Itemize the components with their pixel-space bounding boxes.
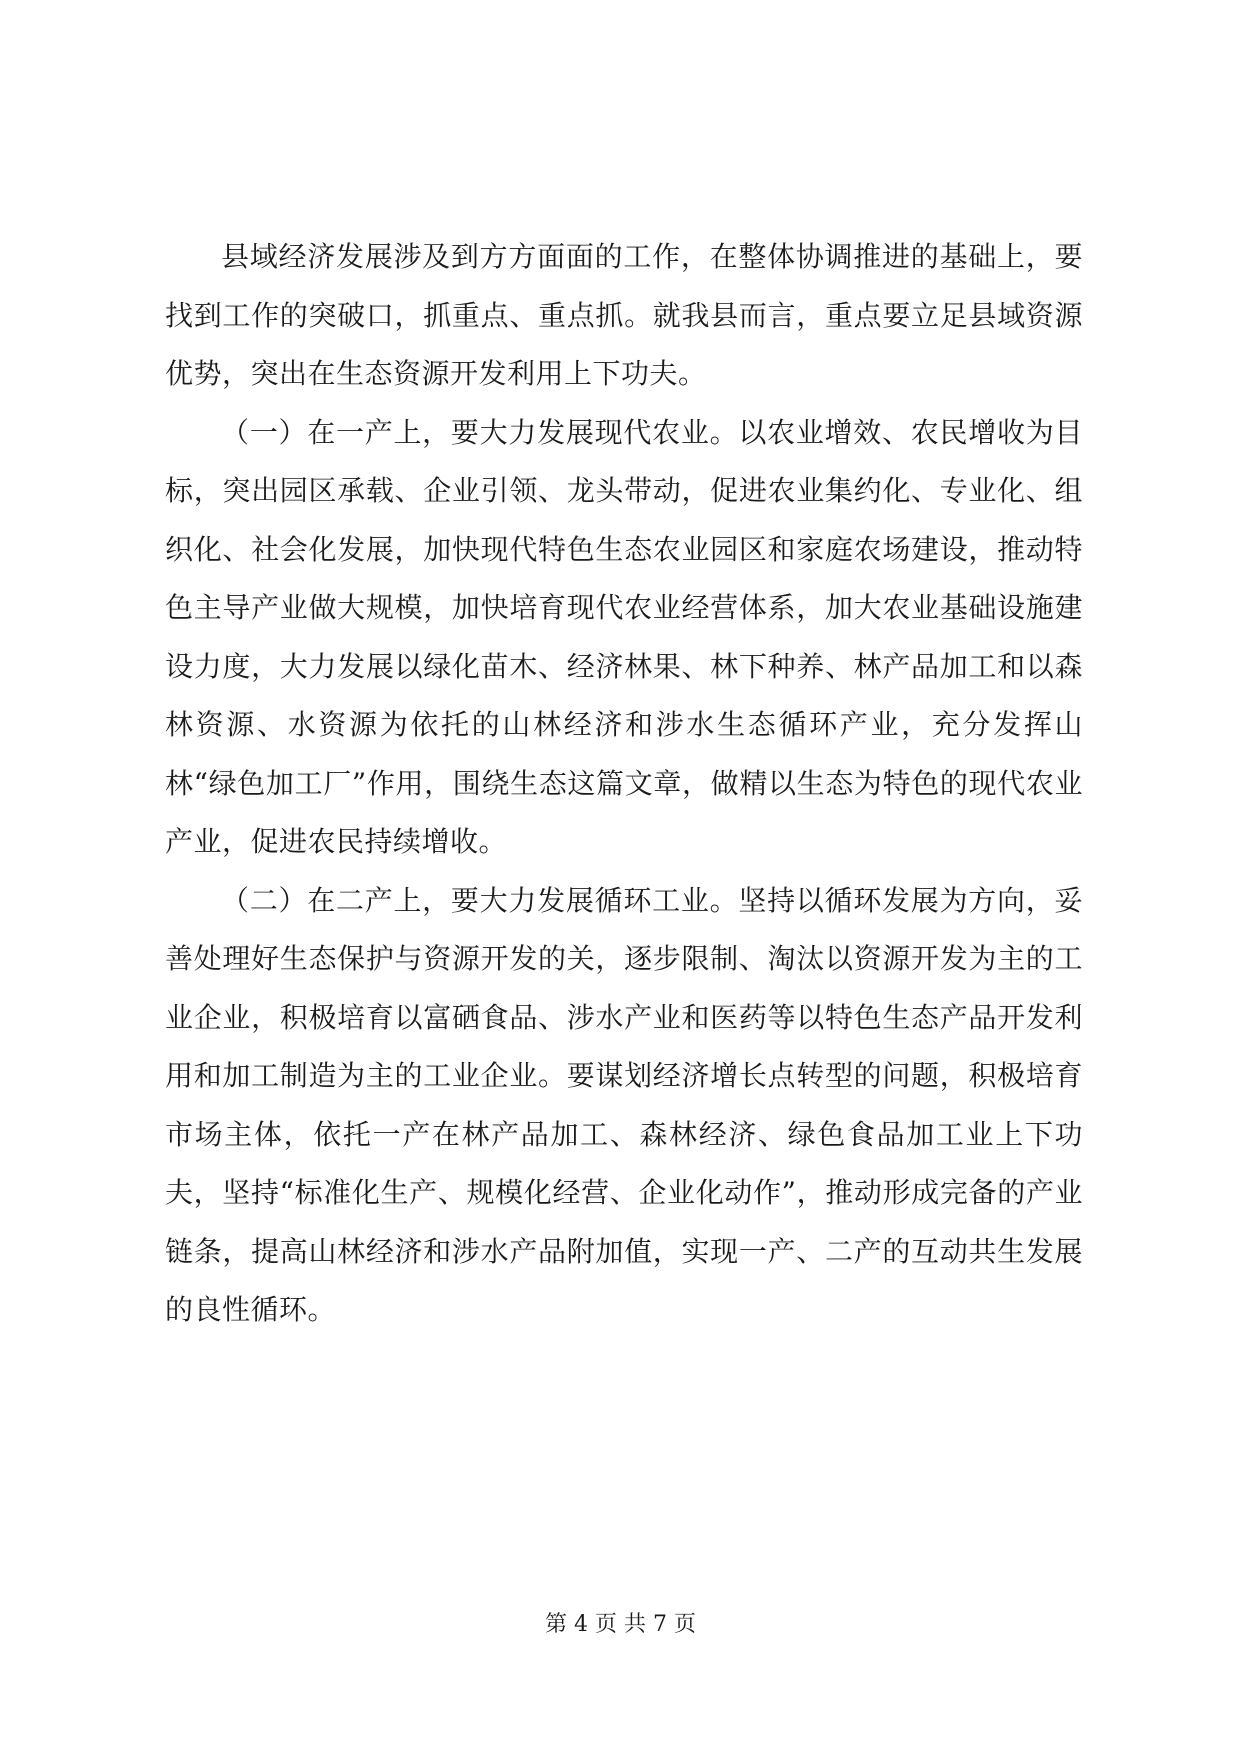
body-text [165, 228, 1083, 1340]
paragraph-industry: （二）在二产上，要大力发展循环工业。坚持以循环发展为方向，妥善处理好生态保护与资源开发的关，逐步限制、淘汰以资源开发为主的工业企业，积极培育以富硒食品、涉水产业和医药等以特色生态产品开发利用和加工制造为主的工业企业。要谋划经济增长点转型的问题，积极培育市场主体，依托一产在林产品加工、森林经济、绿色食品加工业上下功夫，坚持“标准化生产、规模化经营、企业化动作”，推动形成完备的产业链条，提高山林经济和涉水产品附加值，实现一产、二产的互动共生发展的良性循环。 [165, 883, 1083, 1326]
paragraph-agriculture: （一）在一产上，要大力发展现代农业。以农业增效、农民增收为目标，突出园区承载、企业引领、龙头带动，促进农业集约化、专业化、组织化、社会化发展，加快现代特色生态农业园区和家庭农场建设，推动特色主导产业做大规模，加快培育现代农业经营体系，加大农业基础设施建设力度，大力发展以绿化苗木、经济林果、林下种养、林产品加工和以森林资源、水资源为依托的山林经济和涉水生态循环产业，充分发挥山林“绿色加工厂”作用，围绕生态这篇文章，做精以生态为特色的现代农业产业，促进农民持续增收。 [165, 415, 1083, 858]
page-footer: 第 4 页 共 7 页 [545, 1612, 696, 1637]
paragraph-intro: 县域经济发展涉及到方方面面的工作，在整体协调推进的基础上，要找到工作的突破口，抓重点、重点抓。就我县而言，重点要立足县域资源优势，突出在生态资源开发利用上下功夫。 [165, 240, 1083, 390]
